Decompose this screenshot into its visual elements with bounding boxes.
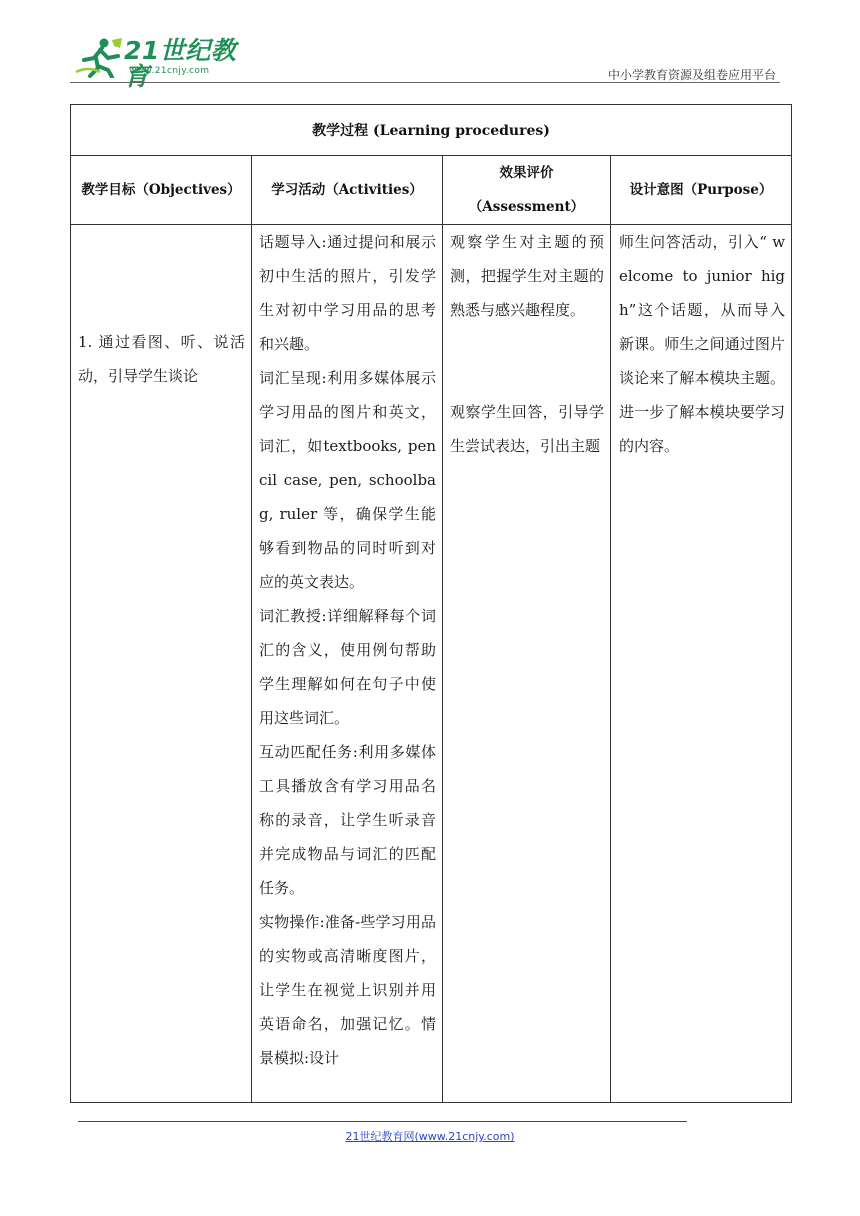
column-header-objectives [71,156,252,225]
column-header-label: 学习活动（Activities） [271,182,423,198]
assessment-item: 观察学生对主题的预测，把握学生对主题的熟悉与感兴趣程度。 [450,233,604,319]
logo-text: 21世纪教育 [124,36,237,91]
site-logo[interactable] [74,34,244,91]
purpose-text: 师生问答活动，引入“ welcome to junior high”这个话题，从而导入新课。师生之间通过图片谈论来了解本模块主题。进一步了解本模块要学习的内容。 [619,233,786,455]
purpose-cell [611,225,792,1103]
table-title: 教学过程 (Learning procedures) [71,105,792,156]
table-title-row [71,105,792,156]
column-header-sublabel: （Assessment） [468,199,585,215]
logo-url: www.21cnjy.com [129,66,210,76]
assessment-item: 观察学生回答，引导学生尝试表达，引出主题 [450,403,604,455]
activity-vocab-teaching: 词汇教授:详细解释每个词汇的含义，使用例句帮助学生理解如何在句子中使用这些词汇。 [259,607,436,727]
header-divider [70,82,780,83]
column-header-label: 教学目标（Objectives） [81,182,241,198]
table-header-row [71,156,792,225]
footer-divider [78,1121,687,1122]
activity-hands-on: 实物操作:准备-些学习用品的实物或高清晰度图片，让学生在视觉上识别并用英语命名，加强记忆。情景模拟:设计 [259,913,436,1067]
column-header-label: 设计意图（Purpose） [629,182,773,198]
activities-text [252,225,442,1102]
footer-site-link[interactable]: 21世纪教育网(www.21cnjy.com) [345,1130,515,1143]
running-figure-logo-icon [74,36,126,78]
page-header [70,32,790,91]
column-header-assessment [443,156,611,225]
column-header-purpose [611,156,792,225]
activity-vocab-presentation: 词汇呈现:利用多媒体展示学习用品的图片和英文， 词汇，如textbooks, pencil case, pen, schoolbag, ruler 等，确保学生能够看到物品的同时听到对应的英文表达。 [259,369,436,591]
column-header-label: 效果评价 [499,165,554,181]
column-header-activities [252,156,443,225]
assessment-cell [443,225,611,1103]
activities-cell [252,225,443,1103]
table-row [71,225,792,1103]
objective-cell [71,225,252,1103]
objective-text: 1. 通过看图、听、说活动，引导学生谈论 [78,333,245,385]
activity-topic-intro: 话题导入:通过提问和展示初中生活的照片，引发学生对初中学习用品的思考和兴趣。 [259,233,436,353]
assessment-spacer [450,327,604,395]
assessment-text [443,225,610,463]
platform-tagline: 中小学教育资源及组卷应用平台 [607,68,776,82]
learning-procedures-table [70,104,792,1103]
activity-matching-task: 互动匹配任务:利用多媒体工具播放含有学习用品名称的录音，让学生听录音并完成物品与词汇的匹配任务。 [259,743,436,897]
